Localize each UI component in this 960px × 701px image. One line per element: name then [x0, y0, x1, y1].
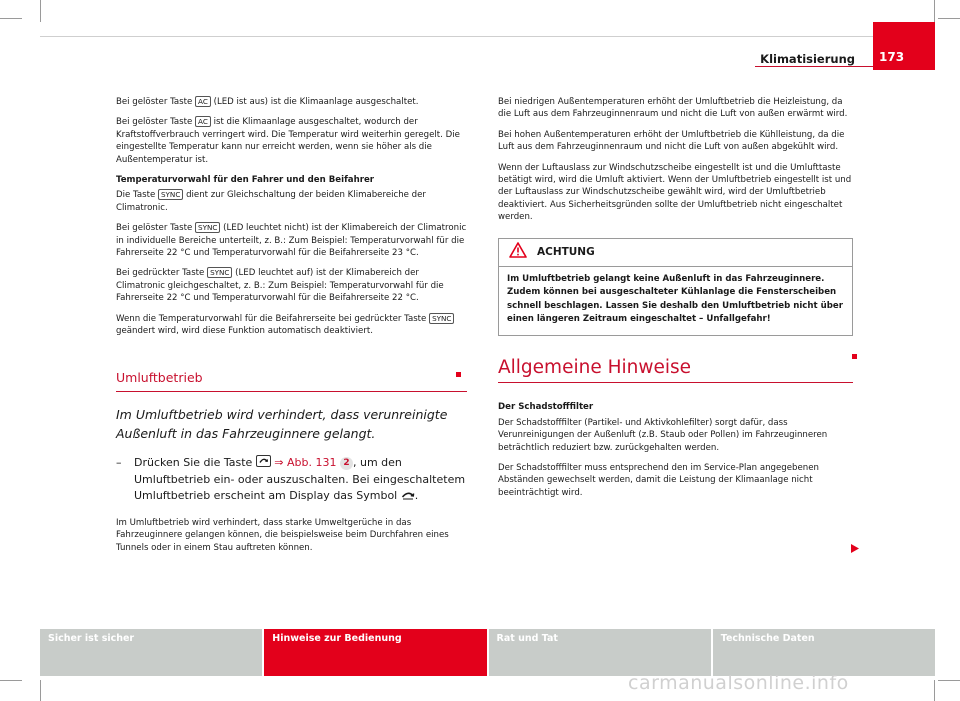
page-header-title: Klimatisierung	[760, 52, 855, 66]
sync-key: SYNC	[207, 267, 232, 278]
crop-mark	[0, 680, 22, 681]
sync-key: SYNC	[195, 222, 220, 233]
paragraph-sync-deactivate: Wenn die Temperaturvorwahl für die Beifahrerseite bei gedrückter Taste SYNC geändert wird, wird diese Funktion automatisch deaktiviert.	[116, 313, 467, 338]
crop-mark	[938, 680, 960, 681]
warning-triangle-icon	[509, 242, 527, 262]
paragraph-sync-intro: Die Taste SYNC dient zur Gleichschaltung der beiden Klimabereiche der Climatronic.	[116, 190, 426, 213]
subheading-filter: Der Schadstofffilter	[498, 402, 594, 413]
section-title-general: Allgemeine Hinweise	[498, 362, 853, 383]
warning-end-marker	[852, 354, 857, 359]
footer-tab-operation[interactable]: Hinweise zur Bedienung	[264, 629, 486, 676]
callout-number: 2	[340, 457, 353, 470]
crop-mark	[934, 680, 935, 701]
sync-key: SYNC	[429, 313, 454, 324]
figure-reference-link[interactable]: ⇒ Abb. 131	[274, 455, 337, 469]
paragraph-ac-eco: Bei gelöster Taste AC ist die Klimaanlage ausgeschaltet, wodurch der Kraftstoffverbrauch verringert wird. Die Temperatur wird weiterhin geregelt. Die eingestellte Temperatur kann nur erreicht werden, wenn sie höher als die Außentemperatur ist.	[116, 117, 460, 165]
ac-key: AC	[195, 116, 211, 127]
recirculation-key-icon	[256, 455, 271, 472]
section-title-umluft: Umluftbetrieb	[116, 372, 467, 392]
watermark: carmanualsonline.info	[628, 672, 849, 694]
recirculation-symbol-icon	[401, 489, 415, 505]
header-underline	[755, 66, 873, 67]
paragraph-windshield: Wenn der Luftauslass zur Windschutzscheibe eingestellt ist und die Umlufttaste betätigt wird, wird die Umluft aktiviert. Wenn der Umluftbetrieb eingestellt ist und der Luftauslass zur Windschutzscheibe gewählt wird, wird der Umluftbetrieb deaktiviert. Aus Sicherheitsgründen sollte der Umluftbetrieb nicht eingeschaltet werden.	[498, 162, 852, 223]
crop-mark	[40, 680, 41, 701]
crop-mark	[0, 18, 22, 19]
section-lead: Im Umluftbetrieb wird verhindert, dass verunreinigte Außenluft in das Fahrzeuginnere gelangt.	[116, 406, 448, 441]
ac-key: AC	[195, 96, 211, 107]
continue-arrow-icon	[851, 538, 859, 557]
warning-box	[498, 238, 853, 336]
paragraph-heating: Bei niedrigen Außentemperaturen erhöht der Umluftbetrieb die Heizleistung, da die Luft aus dem Fahrzeuginnenraum und nicht die Luft von außen erwärmt wird.	[498, 97, 848, 120]
warning-text: Im Umluftbetrieb gelangt keine Außenluft in das Fahrzeuginnere. Zudem können bei ausgeschalteter Kühlanlage die Fensterscheiben schnell beschlagen. Lassen Sie deshalb den Umluftbetrieb nicht über einen längeren Zeitraum eingeschaltet – Unfallgefahr!	[507, 273, 843, 325]
page-number: 173	[879, 50, 905, 64]
warning-title: ACHTUNG	[537, 245, 595, 258]
instruction-step: – Drücken Sie die Taste ⇒ Abb. 131 2 , um den Umluftbetrieb ein- oder auszuschalten. Bei eingeschaltetem Umluftbetrieb erscheint am Display das Symbol .	[116, 455, 467, 505]
right-column	[498, 96, 853, 507]
page-number-tab	[873, 22, 935, 70]
page-top-rule	[40, 36, 935, 37]
paragraph-filter-change: Der Schadstofffilter muss entsprechend den im Service-Plan angegebenen Abständen gewechselt werden, damit die Leistung der Klimaanlage nicht beeinträchtigt wird.	[498, 463, 819, 498]
footer-tab-technical[interactable]: Technische Daten	[713, 629, 935, 676]
left-column	[116, 96, 467, 562]
footer-nav	[40, 629, 935, 676]
paragraph-sync-on: Bei gedrückter Taste SYNC (LED leuchtet auf) ist der Klimabereich der Climatronic gleichgeschaltet, z. B.: Zum Beispiel: Temperaturvorwahl für die Fahrerseite 22 °C und Temperaturvorwahl für die Beifahrerseite 22 °C.	[116, 268, 444, 304]
warning-header	[499, 239, 852, 267]
crop-mark	[934, 0, 935, 22]
subheading-temperature: Temperaturvorwahl für den Fahrer und den Beifahrer	[116, 175, 375, 186]
paragraph-cooling: Bei hohen Außentemperaturen erhöht der Umluftbetrieb die Kühlleistung, da die Luft aus dem Fahrzeuginnenraum und nicht die Luft von außen abgekühlt wird.	[498, 129, 845, 153]
paragraph-ac-off: Bei gelöster Taste AC (LED ist aus) ist die Klimaanlage ausgeschaltet.	[116, 97, 419, 107]
section-end-marker	[456, 372, 461, 377]
footer-tab-safety[interactable]: Sicher ist sicher	[40, 629, 262, 676]
paragraph-umluft-odor: Im Umluftbetrieb wird verhindert, dass starke Umweltgerüche in das Fahrzeuginnere gelangen können, die beispielsweise beim Durchfahren eines Tunnels oder in einem Stau auftreten können.	[116, 517, 449, 553]
paragraph-filter-function: Der Schadstofffilter (Partikel- und Aktivkohlefilter) sorgt dafür, dass Verunreinigungen der Außenluft (z.B. Staub oder Pollen) im Fahrzeuginneren beträchtlich reduziert bzw. zurückgehalten werden.	[498, 417, 828, 453]
step-dash: –	[116, 455, 122, 469]
sync-key: SYNC	[158, 189, 183, 200]
paragraph-sync-off: Bei gelöster Taste SYNC (LED leuchtet nicht) ist der Klimabereich der Climatronic in individuelle Bereiche unterteilt, z. B.: Zum Beispiel: Temperaturvorwahl für die Fahrerseite 22 °C und Temperaturvorwahl für die Beifahrerseite 23 °C.	[116, 223, 467, 259]
footer-tab-advice[interactable]: Rat und Tat	[489, 629, 711, 676]
crop-mark	[40, 0, 41, 22]
crop-mark	[938, 18, 960, 19]
